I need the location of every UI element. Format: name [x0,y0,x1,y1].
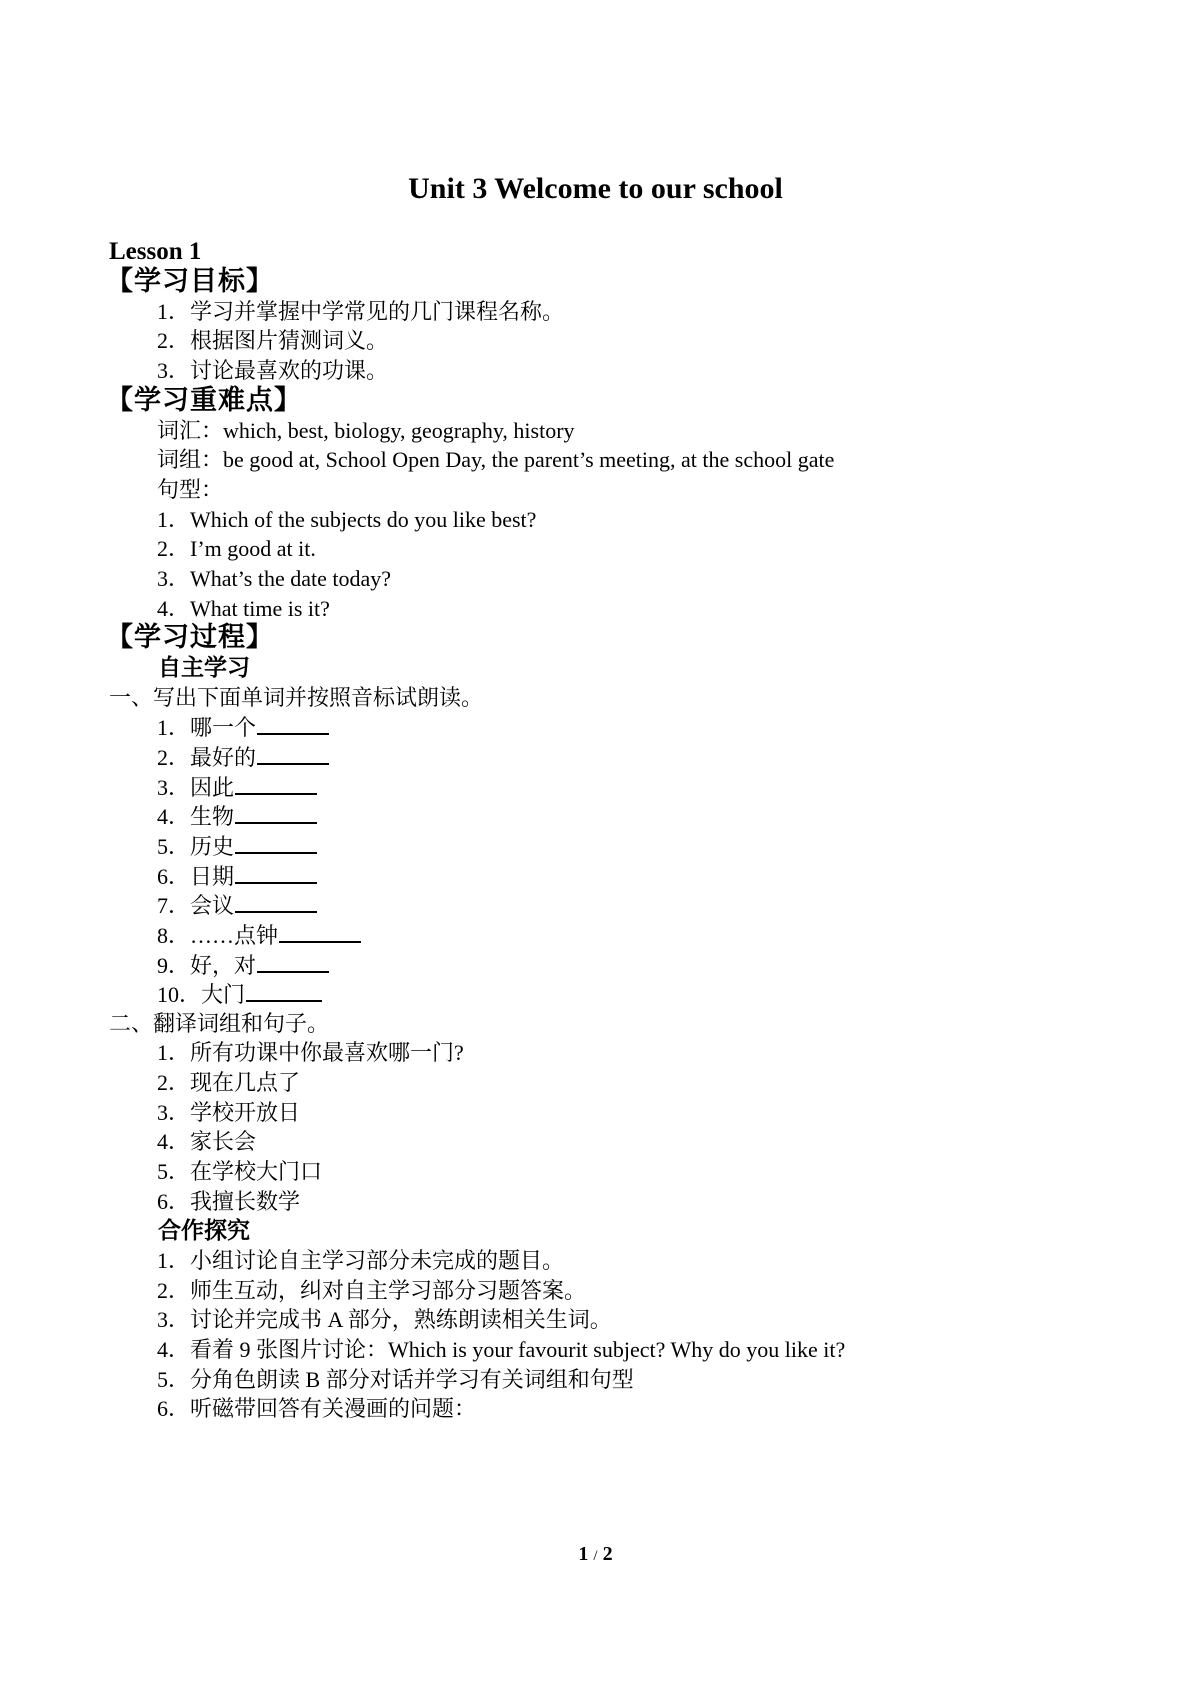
item-text: 所有功课中你最喜欢哪一门? [190,1040,464,1065]
item-number: 4． [157,1129,191,1154]
translation-item [157,1156,322,1187]
item-text: ……点钟 [190,923,279,948]
translation-item [157,1097,300,1128]
part1-title: 一、写出下面单词并按照音标试朗读。 [109,685,484,710]
coop-subheading: 合作探究 [158,1218,250,1243]
item-number: 3． [157,1100,191,1125]
item-text: Which of the subjects do you like best? [190,507,537,532]
phrases-line: 词组：be good at, School Open Day, the parent’s meeting, at the school gate [157,447,835,472]
item-text: 分角色朗读 B 部分对话并学习有关词组和句型 [190,1367,634,1392]
item-text: 大门 [201,982,246,1007]
item-text: I’m good at it. [190,536,316,561]
item-number: 5． [157,834,191,859]
item-number: 3． [157,1307,191,1332]
goal-item [157,355,388,386]
item-number: 3． [157,775,191,800]
word-item [157,711,329,742]
item-text: 日期 [190,864,235,889]
answer-blank[interactable] [279,919,361,943]
goals-heading: 【学习目标】 [106,266,274,296]
answer-blank[interactable] [257,949,329,973]
item-text: What’s the date today? [190,566,391,591]
item-text: 学习并掌握中学常见的几门课程名称。 [190,299,565,324]
answer-blank[interactable] [235,830,317,854]
item-number: 5． [157,1367,191,1392]
self-study-subheading: 自主学习 [158,655,250,680]
item-number: 2． [157,1278,191,1303]
sentence-item [157,563,391,594]
item-text: 最好的 [190,745,257,770]
word-item [157,800,317,831]
translation-item [157,1186,300,1217]
page-separator: / [593,1548,598,1564]
item-text: 小组讨论自主学习部分未完成的题目。 [190,1248,565,1273]
item-text: 我擅长数学 [190,1189,301,1214]
item-text: 根据图片猜测词义。 [190,328,389,353]
total-pages: 2 [602,1543,613,1565]
word-item [157,830,317,861]
coop-item [157,1334,845,1365]
coop-item [157,1364,634,1395]
item-text: 好，对 [190,953,257,978]
item-text: 哪一个 [190,715,257,740]
document-title: Unit 3 Welcome to our school [408,172,783,205]
translation-item [157,1067,300,1098]
item-text: 在学校大门口 [190,1159,323,1184]
item-number: 2． [157,1070,191,1095]
item-number: 4． [157,1337,191,1362]
coop-item [157,1245,564,1276]
item-text: 因此 [190,775,235,800]
answer-blank[interactable] [235,800,317,824]
answer-blank[interactable] [235,889,317,913]
sentence-item [157,504,536,535]
item-number: 1． [157,1040,191,1065]
item-text: 家长会 [190,1129,257,1154]
lesson-heading: Lesson 1 [109,238,202,265]
item-number: 10． [157,982,202,1007]
item-number: 4． [157,596,191,621]
item-number: 1． [157,715,191,740]
word-item [157,860,317,891]
sentence-item [157,533,316,564]
word-item [157,741,329,772]
item-number: 1． [157,299,191,324]
goal-item [157,325,388,356]
sentences-label: 句型： [157,477,224,502]
process-heading: 【学习过程】 [106,622,274,652]
item-text: 会议 [190,893,235,918]
item-number: 1． [157,1248,191,1273]
item-number: 1． [157,507,191,532]
item-number: 7． [157,893,191,918]
item-number: 9． [157,953,191,978]
item-text: What time is it? [190,596,330,621]
item-text: 学校开放日 [190,1100,301,1125]
coop-item [157,1393,476,1424]
keypoints-heading: 【学习重难点】 [106,385,302,415]
item-text: 讨论最喜欢的功课。 [190,358,389,383]
page-number [0,1543,1191,1566]
translation-item [157,1037,464,1068]
item-text: 现在几点了 [190,1070,301,1095]
translation-item [157,1126,256,1157]
item-text: 看着 9 张图片讨论：Which is your favourit subject? Why do you like it? [190,1337,846,1362]
answer-blank[interactable] [246,978,322,1002]
coop-item [157,1275,586,1306]
word-item [157,889,317,920]
answer-blank[interactable] [235,860,317,884]
item-number: 8． [157,923,191,948]
item-text: 生物 [190,804,235,829]
item-number: 6． [157,1189,191,1214]
word-item [157,978,322,1009]
word-item [157,771,317,802]
item-number: 6． [157,864,191,889]
coop-item [157,1304,612,1335]
word-item [157,919,361,950]
answer-blank[interactable] [257,711,329,735]
part2-title: 二、翻译词组和句子。 [109,1011,330,1036]
item-number: 5． [157,1159,191,1184]
item-number: 2． [157,745,191,770]
item-text: 听磁带回答有关漫画的问题： [190,1396,477,1421]
goal-item [157,296,564,327]
item-number: 3． [157,358,191,383]
item-text: 师生互动，纠对自主学习部分习题答案。 [190,1278,587,1303]
item-number: 2． [157,328,191,353]
answer-blank[interactable] [235,771,317,795]
answer-blank[interactable] [257,741,329,765]
vocab-line: 词汇：which, best, biology, geography, history [157,418,575,443]
item-text: 历史 [190,834,235,859]
item-number: 2． [157,536,191,561]
word-item [157,949,329,980]
sentence-item [157,593,330,624]
item-number: 4． [157,804,191,829]
current-page: 1 [578,1543,589,1565]
item-number: 3． [157,566,191,591]
item-number: 6． [157,1396,191,1421]
item-text: 讨论并完成书 A 部分，熟练朗读相关生词。 [190,1307,612,1332]
